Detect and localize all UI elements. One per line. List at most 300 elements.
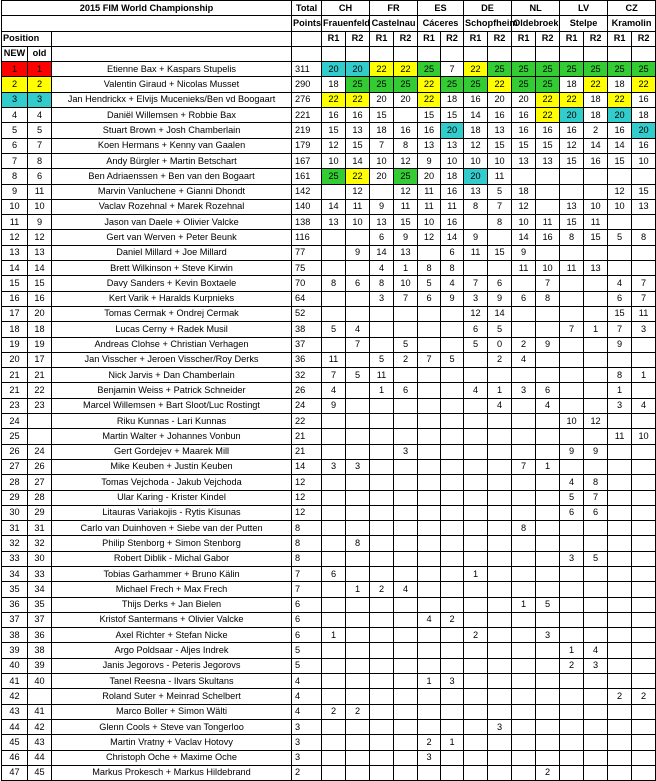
race-result: 3 [346,459,370,474]
race-result [584,735,608,750]
race-result [488,566,512,581]
race-result: 12 [608,184,632,199]
old-position: 16 [28,291,52,306]
new-position: 37 [2,612,28,627]
new-position: 6 [2,138,28,153]
race-result: 16 [632,92,656,107]
race-result [370,612,394,627]
race-result [394,459,418,474]
total-points: 22 [292,414,322,429]
race-result [418,475,441,490]
rider-names: Markus Prokesch + Markus Hildebrand [52,765,292,780]
race-result: 4 [441,276,464,291]
race-result: 15 [632,184,656,199]
race-result: 8 [536,291,560,306]
race-result: 4 [370,261,394,276]
race-result: 18 [560,77,584,92]
race-result: 20 [441,123,464,138]
old-position: 45 [28,765,52,780]
race-result: 11 [488,169,512,184]
table-row [2,521,656,536]
old-position: 26 [28,459,52,474]
race-result [346,490,370,505]
race-result: 9 [560,444,584,459]
race-result: 18 [632,108,656,123]
rider-names: Nick Jarvis + Dan Chamberlain [52,368,292,383]
rider-names: Tanel Reesna - Ilvars Skultans [52,674,292,689]
race-result [441,322,464,337]
race-result [632,459,656,474]
race-result: 7 [488,199,512,214]
race-result: 4 [394,582,418,597]
race-result [512,551,536,566]
race-result [418,566,441,581]
old-position: 8 [28,153,52,168]
race-result: 13 [584,261,608,276]
race-result [370,337,394,352]
new-position: 29 [2,490,28,505]
race-result: 10 [322,153,346,168]
race-result: 1 [608,383,632,398]
position-header: Position [2,31,52,46]
rider-names: Koen Hermans + Kenny van Gaalen [52,138,292,153]
table-row [2,261,656,276]
race-result: 2 [394,352,418,367]
race-result: 2 [418,735,441,750]
race-result [418,597,441,612]
old-position: 20 [28,306,52,321]
race-result: 22 [346,92,370,107]
race-result [394,643,418,658]
race-label: R2 [536,31,560,46]
race-result: 5 [488,184,512,199]
race-result [322,674,346,689]
race-result: 10 [418,215,441,230]
race-result [418,490,441,505]
race-result [512,306,536,321]
race-result [632,383,656,398]
race-result [488,658,512,673]
race-result [322,230,346,245]
new-position: 38 [2,628,28,643]
new-position: 43 [2,704,28,719]
race-result [632,628,656,643]
race-label: R1 [464,31,488,46]
race-result [608,719,632,734]
race-result: 6 [512,291,536,306]
total-points: 70 [292,276,322,291]
race-result: 15 [560,215,584,230]
country-es: ES [418,1,464,16]
race-result: 18 [464,123,488,138]
race-result [464,536,488,551]
race-result [512,689,536,704]
old-position: 27 [28,475,52,490]
race-result [370,475,394,490]
race-result [632,597,656,612]
country-nl: NL [512,1,560,16]
race-result: 12 [418,230,441,245]
race-result [560,398,584,413]
race-result [346,398,370,413]
race-result: 1 [394,261,418,276]
race-result [488,551,512,566]
total-points: 21 [292,429,322,444]
race-result [418,689,441,704]
old-position [28,414,52,429]
rider-names: Tobias Garhammer + Bruno Kälin [52,566,292,581]
race-result: 11 [512,261,536,276]
new-position: 14 [2,261,28,276]
race-result: 18 [441,92,464,107]
race-result: 25 [584,62,608,77]
new-position: 45 [2,735,28,750]
race-result: 15 [488,245,512,260]
new-position: 35 [2,582,28,597]
race-result [370,719,394,734]
race-result [322,612,346,627]
race-result: 22 [536,92,560,107]
rider-names: Davy Sanders + Kevin Boxtaele [52,276,292,291]
race-result [632,566,656,581]
race-result: 12 [464,138,488,153]
race-result [536,306,560,321]
rider-names: Jason van Daele + Olivier Valcke [52,215,292,230]
race-result [488,459,512,474]
total-points: 7 [292,566,322,581]
race-result [632,352,656,367]
race-result: 8 [441,261,464,276]
race-result: 7 [464,276,488,291]
old-position: 36 [28,628,52,643]
race-result: 25 [394,169,418,184]
total-points: 21 [292,444,322,459]
race-result: 6 [464,322,488,337]
race-result [322,306,346,321]
race-result: 11 [464,245,488,260]
race-result [346,261,370,276]
total-points: 276 [292,92,322,107]
table-row [2,505,656,520]
race-result [584,291,608,306]
race-result [512,276,536,291]
rider-names: Philip Stenborg + Simon Stenborg [52,536,292,551]
rider-names: Marco Boller + Simon Wälti [52,704,292,719]
race-result [632,414,656,429]
race-result: 13 [441,138,464,153]
race-result: 7 [632,276,656,291]
race-result: 2 [560,658,584,673]
country-fr: FR [370,1,418,16]
race-label: R2 [584,31,608,46]
race-result [608,658,632,673]
race-result [584,750,608,765]
race-result: 11 [418,184,441,199]
race-label: R2 [441,31,464,46]
race-result: 9 [536,337,560,352]
old-position: 3 [28,92,52,107]
race-result [536,689,560,704]
race-result [464,674,488,689]
race-result [394,429,418,444]
race-result [464,658,488,673]
race-result [584,169,608,184]
race-result: 13 [488,123,512,138]
new-position: 36 [2,597,28,612]
race-result [512,612,536,627]
race-result: 16 [322,108,346,123]
old-position: 33 [28,566,52,581]
race-result: 22 [418,92,441,107]
total-points: 311 [292,62,322,77]
total-points: 138 [292,215,322,230]
race-result: 14 [584,138,608,153]
header-row-countries [2,1,656,16]
race-result [370,521,394,536]
total-points: 167 [292,153,322,168]
race-result [346,566,370,581]
race-result: 1 [632,368,656,383]
race-result [512,414,536,429]
total-points: 8 [292,536,322,551]
old-position: 4 [28,108,52,123]
race-result [512,765,536,780]
venue-oldebroek: Oldebroek [512,16,560,31]
new-position: 26 [2,444,28,459]
race-result [394,674,418,689]
race-result: 10 [536,261,560,276]
race-result [346,429,370,444]
race-result: 25 [464,77,488,92]
rider-names: Mike Keuben + Justin Keuben [52,459,292,474]
race-result: 1 [464,566,488,581]
country-de: DE [464,1,512,16]
race-result [560,383,584,398]
race-result: 15 [488,138,512,153]
race-result [608,597,632,612]
race-result: 11 [632,306,656,321]
race-result [464,521,488,536]
table-row [2,184,656,199]
race-result [441,719,464,734]
rider-names: Martin Vratny + Vaclav Hotovy [52,735,292,750]
new-position: 42 [2,689,28,704]
table-row [2,719,656,734]
race-result [536,505,560,520]
race-result [488,704,512,719]
total-points: 37 [292,337,322,352]
race-result: 10 [346,215,370,230]
race-result: 12 [560,138,584,153]
race-result [608,612,632,627]
race-result: 20 [370,92,394,107]
race-result [584,566,608,581]
race-result [370,398,394,413]
race-result: 11 [560,261,584,276]
race-result: 6 [560,505,584,520]
race-result: 5 [322,322,346,337]
race-result: 25 [488,62,512,77]
race-result: 14 [608,138,632,153]
race-result: 2 [512,337,536,352]
race-result [536,536,560,551]
race-result: 6 [536,383,560,398]
venue-caceres: Cáceres [418,16,464,31]
rider-names: Janis Jegorovs - Peteris Jegorovs [52,658,292,673]
race-result [322,414,346,429]
race-result [464,444,488,459]
race-result [584,398,608,413]
race-result [536,199,560,214]
race-label: R2 [346,31,370,46]
race-result [346,444,370,459]
race-result [441,490,464,505]
race-result: 2 [608,689,632,704]
race-result: 1 [584,322,608,337]
race-result [488,674,512,689]
race-label: R1 [560,31,584,46]
race-result: 15 [560,153,584,168]
old-position: 18 [28,322,52,337]
race-result [536,414,560,429]
rider-names: Kristof Santermans + Olivier Valcke [52,612,292,627]
race-result: 12 [394,153,418,168]
race-result [488,689,512,704]
race-result [370,765,394,780]
total-points: 8 [292,551,322,566]
race-result: 4 [488,398,512,413]
race-result: 8 [632,230,656,245]
rider-names: Valentin Giraud + Nicolas Musset [52,77,292,92]
new-position-header: NEW [2,46,28,61]
race-result [608,245,632,260]
table-row [2,475,656,490]
race-result: 16 [441,184,464,199]
race-result [536,750,560,765]
total-points: 12 [292,505,322,520]
total-points: 3 [292,750,322,765]
race-result [632,245,656,260]
total-points: 179 [292,138,322,153]
race-result [322,291,346,306]
race-result: 22 [464,62,488,77]
race-result: 22 [632,77,656,92]
old-position: 44 [28,750,52,765]
race-result: 15 [322,123,346,138]
race-result: 5 [536,597,560,612]
table-row [2,123,656,138]
race-result [346,628,370,643]
old-position: 21 [28,368,52,383]
old-position: 5 [28,123,52,138]
race-result [488,444,512,459]
race-result [394,765,418,780]
table-row [2,352,656,367]
race-result [536,169,560,184]
race-result [584,337,608,352]
venue-kramolin: Kramolin [608,16,656,31]
race-result: 20 [512,92,536,107]
race-result [560,521,584,536]
race-result: 12 [584,414,608,429]
race-result: 2 [488,352,512,367]
race-result: 1 [346,582,370,597]
race-result [632,215,656,230]
race-result: 16 [560,123,584,138]
race-result [464,215,488,230]
race-result [632,612,656,627]
race-result: 20 [632,123,656,138]
race-result [370,643,394,658]
total-points: 290 [292,77,322,92]
race-result [488,628,512,643]
race-result [346,750,370,765]
race-result [322,658,346,673]
race-result [464,352,488,367]
race-result [536,674,560,689]
race-result [464,689,488,704]
old-position: 43 [28,735,52,750]
new-position: 31 [2,521,28,536]
race-result [441,306,464,321]
race-result: 2 [584,123,608,138]
race-result [536,719,560,734]
table-row [2,704,656,719]
table-row [2,199,656,214]
venue-frauenfeld: Frauenfeld [322,16,370,31]
race-result [488,261,512,276]
old-position: 38 [28,643,52,658]
race-result [608,475,632,490]
race-result [512,322,536,337]
race-result [608,414,632,429]
race-result [418,582,441,597]
race-result: 13 [346,123,370,138]
race-result [370,414,394,429]
race-result: 4 [536,398,560,413]
race-result [346,352,370,367]
race-result [536,582,560,597]
race-result [464,735,488,750]
race-result [346,414,370,429]
race-result [441,536,464,551]
old-position: 28 [28,490,52,505]
race-result: 9 [370,199,394,214]
total-points: 3 [292,719,322,734]
race-result: 25 [394,77,418,92]
race-result: 13 [370,215,394,230]
race-result [608,261,632,276]
old-position: 23 [28,398,52,413]
race-result: 3 [488,719,512,734]
race-result [441,337,464,352]
table-row [2,337,656,352]
total-points: 32 [292,368,322,383]
new-position: 23 [2,398,28,413]
race-result [536,490,560,505]
race-result: 22 [370,62,394,77]
race-result: 14 [441,230,464,245]
new-position: 18 [2,322,28,337]
race-result: 8 [584,475,608,490]
race-result: 8 [488,215,512,230]
race-result [418,536,441,551]
race-result: 25 [322,169,346,184]
old-position: 29 [28,505,52,520]
table-row [2,490,656,505]
old-position: 40 [28,674,52,689]
total-points: 75 [292,261,322,276]
